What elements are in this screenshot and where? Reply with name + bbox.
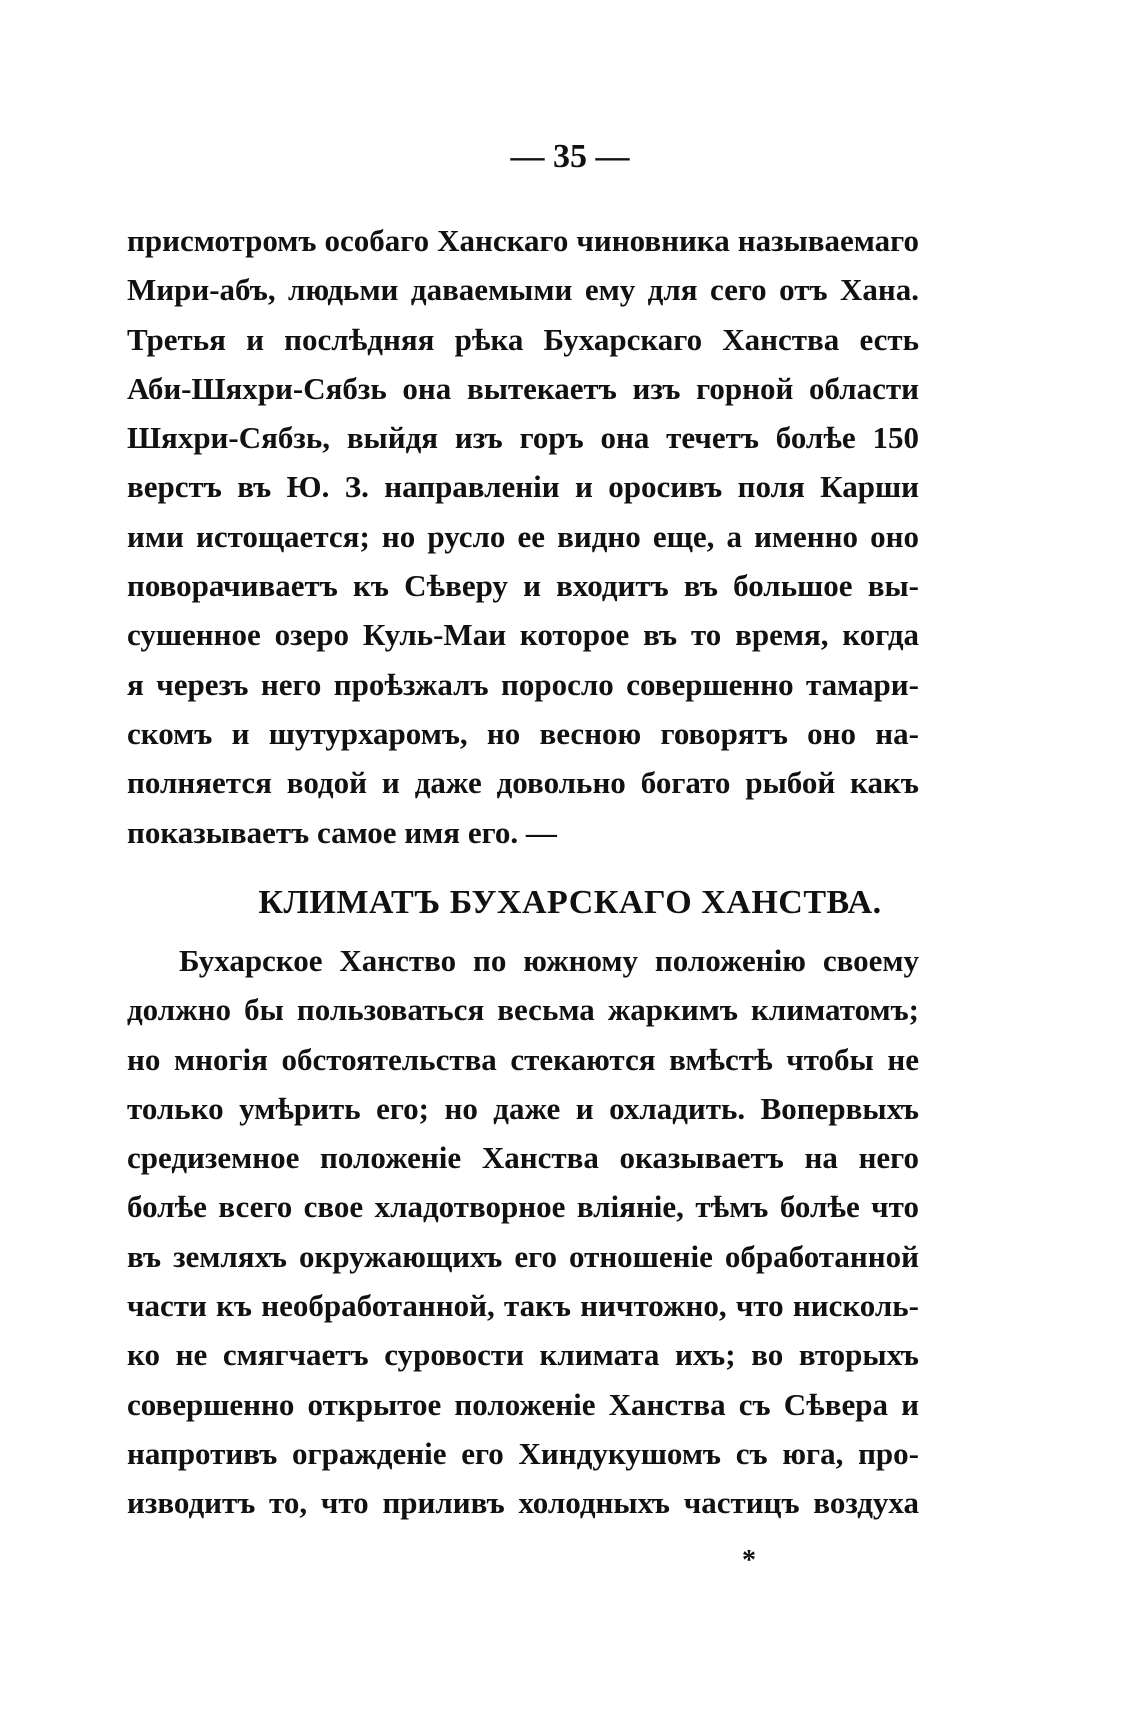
text-line: полняется водой и даже довольно богато рыбой какъ	[127, 765, 919, 801]
text-line: показываетъ самое имя его. —	[127, 814, 557, 850]
text-line: средиземное положеніе Ханства оказываетъ на него	[127, 1140, 919, 1176]
text-line: поворачиваетъ къ Сѣверу и входитъ въ большое вы-	[127, 568, 919, 604]
text-line: напротивъ огражденіе его Хиндукушомъ съ юга, про-	[127, 1435, 919, 1471]
text-line: должно бы пользоваться весьма жаркимъ климатомъ;	[127, 992, 919, 1028]
page-number: — 35 —	[510, 138, 630, 175]
text-line: Аби-Шяхри-Сябзь она вытекаетъ изъ горной области	[127, 370, 919, 406]
text-line: въ земляхъ окружающихъ его отношеніе обработанной	[127, 1238, 919, 1274]
paragraph-rivers	[127, 216, 919, 857]
text-line: я черезъ него проѣзжалъ поросло совершенно тамари-	[127, 666, 919, 702]
text-line: Шяхри-Сябзь, выйдя изъ горъ она течетъ болѣе 150	[127, 420, 919, 456]
text-line: совершенно открытое положеніе Ханства съ Сѣвера и	[127, 1386, 919, 1422]
text-line: присмотромъ особаго Ханскаго чиновника называемаго	[127, 223, 919, 258]
text-line: части къ необработанной, такъ ничтожно, что нисколь-	[127, 1288, 919, 1324]
text-line: ими истощается; но русло ее видно еще, а именно оно	[127, 518, 919, 554]
text-line: болѣе всего свое хладотворное вліяніе, тѣмъ болѣе что	[127, 1189, 919, 1225]
text-line: изводитъ то, что приливъ холодныхъ частицъ воздуха	[127, 1485, 919, 1521]
text-line: скомъ и шутурхаромъ, но весною говорятъ оно на-	[127, 715, 919, 751]
text-line: Третья и послѣдняя рѣка Бухарскаго Ханства есть	[127, 321, 919, 357]
text-line: сушенное озеро Куль-Маи которое въ то время, когда	[127, 617, 919, 653]
text-line: Бухарское Ханство по южному положенію своему	[179, 943, 919, 978]
text-line: Мири-абъ, людьми даваемыми ему для сего отъ Хана.	[127, 272, 919, 308]
signature-mark: *	[742, 1545, 756, 1576]
text-line: верстъ въ Ю. З. направленіи и оросивъ поля Карши	[127, 469, 919, 505]
text-line: но многія обстоятельства стекаются вмѣстѣ чтобы не	[127, 1041, 919, 1077]
paragraph-climate	[127, 936, 919, 1528]
section-heading: КЛИМАТЪ БУХАРСКАГО ХАНСТВА.	[258, 884, 882, 921]
text-line: только умѣрить его; но даже и охладить. Вопервыхъ	[127, 1090, 919, 1126]
text-line: ко не смягчаетъ суровости климата ихъ; во вторыхъ	[127, 1337, 919, 1373]
